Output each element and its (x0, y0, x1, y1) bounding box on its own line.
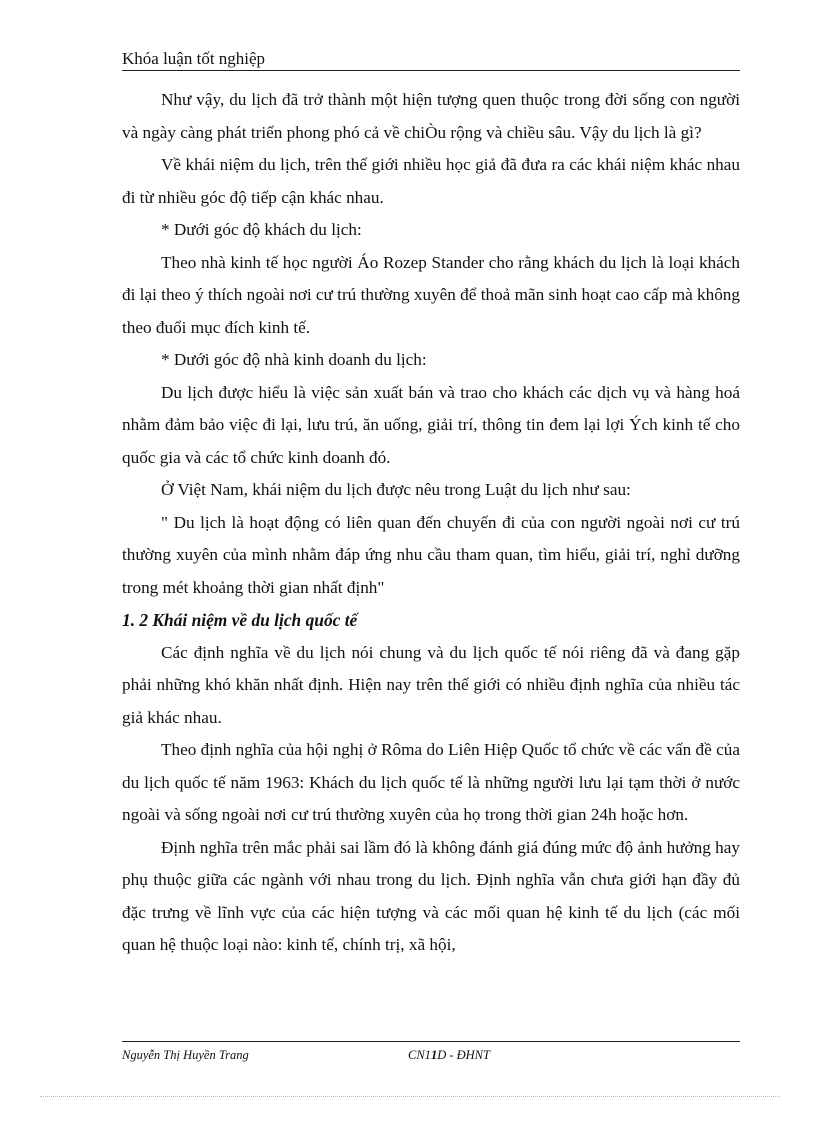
document-body (122, 84, 740, 962)
paragraph: Theo định nghĩa của hội nghị ở Rôma do Liên Hiệp Quốc tổ chức về các vấn đề của du lịch quốc tế năm 1963: Khách du lịch quốc tế là những người lưu lại tạm thời ở nước ngoài và sống ngoài nơi cư trú thường xuyên của họ trong thời gian 24h hoặc hơn. (122, 740, 740, 824)
paragraph: Về khái niệm du lịch, trên thế giới nhiều học giả đã đưa ra các khái niệm khác nhau đi từ nhiều góc độ tiếp cận khác nhau. (122, 155, 740, 207)
paragraph: * Dưới góc độ nhà kinh doanh du lịch: (161, 350, 427, 369)
footer-class-suffix: D - ĐHNT (437, 1048, 490, 1062)
footer-class-code: CN1 (408, 1048, 431, 1062)
footer-divider (122, 1041, 740, 1042)
paragraph: * Dưới góc độ khách du lịch: (161, 220, 362, 239)
quote-paragraph: " Du lịch là hoạt động có liên quan đến chuyến đi của con người ngoài nơi cư trú thường xuyên của mình nhằm đáp ứng nhu cầu tham quan, tìm hiểu, giải trí, nghỉ dưỡng trong mét khoảng thời gian nhất định" (122, 512, 740, 597)
paragraph: Theo nhà kinh tế học người Áo Rozep Stander cho rằng khách du lịch là loại khách đi lại theo ý thích ngoài nơi cư trú thường xuyên để thoả mãn sinh hoạt cao cấp mà không theo đuổi mục đích kinh tế. (122, 252, 740, 337)
page-header-title: Khóa luận tốt nghiệp (122, 49, 266, 68)
page-bottom-border (40, 1096, 780, 1097)
footer-class (408, 1048, 490, 1063)
section-heading: 1. 2 Khái niệm về du lịch quốc tế (122, 610, 358, 630)
paragraph: Các định nghĩa về du lịch nói chung và du lịch quốc tế nói riêng đã và đang gặp phải những khó khăn nhất định. Hiện nay trên thế giới có nhiều định nghĩa của nhiều tác giả khác nhau. (122, 642, 740, 727)
header-divider (122, 70, 740, 71)
footer-author: Nguyễn Thị Huyền Trang (122, 1048, 249, 1062)
page-number: 1 (430, 1048, 438, 1062)
paragraph: Du lịch được hiểu là việc sản xuất bán và trao cho khách các dịch vụ và hàng hoá nhằm đảm bảo việc đi lại, lưu trú, ăn uống, giải trí, thông tin đem lại lợi Ých kinh tế cho quốc gia và các tổ chức kinh doanh đó. (122, 382, 740, 467)
paragraph: Định nghĩa trên mắc phải sai lầm đó là không đánh giá đúng mức độ ảnh hưởng hay phụ thuộc giữa các ngành với nhau trong du lịch. Định nghĩa vẫn chưa giới hạn đầy đủ đặc trưng về lĩnh vực của các hiện tượng và các mối quan hệ kinh tế du lịch (các mối quan hệ thuộc loại nào: kinh tế, chính trị, xã hội, (122, 837, 740, 954)
paragraph: Ở Việt Nam, khái niệm du lịch được nêu trong Luật du lịch như sau: (161, 480, 631, 499)
paragraph: Như vậy, du lịch đã trở thành một hiện tượng quen thuộc trong đời sống con người và ngày càng phát triển phong phó cả về chiÒu rộng và chiều sâu. Vậy du lịch là gì? (122, 90, 740, 142)
